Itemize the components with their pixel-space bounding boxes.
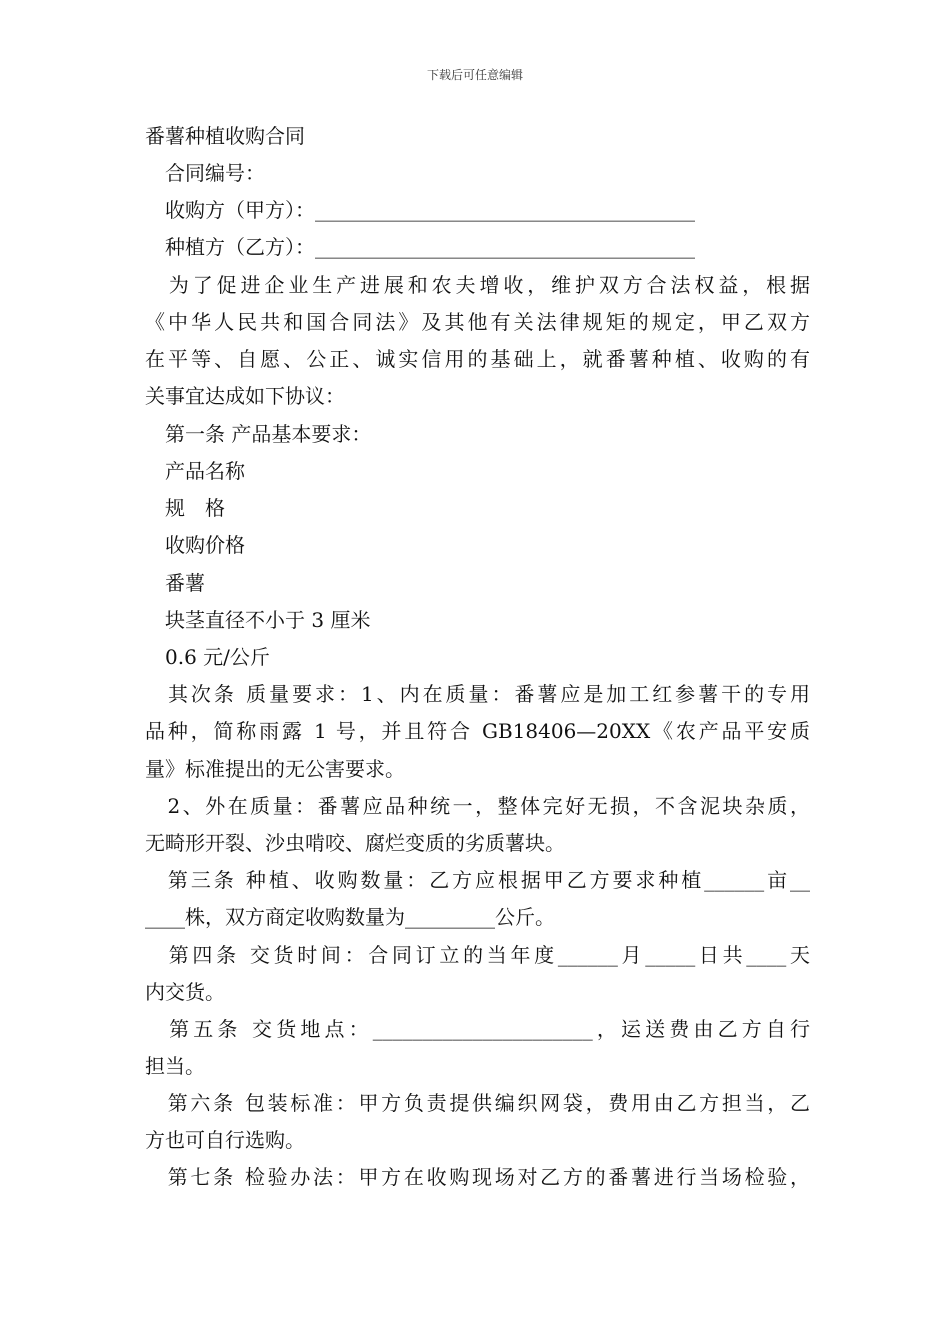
article-text-line: 第七条 检验办法：甲方在收购现场对乙方的番薯进行当场检验，	[145, 1165, 810, 1189]
product-field-value: 0.6 元/公斤	[145, 645, 270, 669]
contract-number-line: 合同编号：	[145, 161, 265, 185]
product-field-value: 块茎直径不小于 3 厘米	[145, 608, 371, 632]
product-field-value: 番薯	[145, 571, 205, 595]
article-text-line: 方也可自行选购。	[145, 1128, 305, 1152]
product-field-label: 规 格	[145, 496, 225, 520]
preamble-line: 关事宜达成如下协议：	[145, 384, 345, 408]
article-heading: 第一条 产品基本要求：	[145, 422, 372, 446]
article-text-line: ____株，双方商定收购数量为_________公斤。	[145, 905, 555, 929]
article-text-line: 担当。	[145, 1054, 205, 1078]
article-text-line: 第四条 交货时间：合同订立的当年度______月_____日共____天	[145, 943, 810, 967]
grower-party-line: 种植方（乙方）：______________________________________	[145, 235, 695, 259]
product-field-label: 产品名称	[145, 459, 245, 483]
article-text-line: 第五条 交货地点：______________________，运送费由乙方自行	[145, 1017, 810, 1041]
article-text-line: 无畸形开裂、沙虫啃咬、腐烂变质的劣质薯块。	[145, 831, 565, 855]
product-field-label: 收购价格	[145, 533, 245, 557]
article-text-line: 量》标准提出的无公害要求。	[145, 757, 405, 781]
buyer-party-line: 收购方（甲方）：______________________________________	[145, 198, 695, 222]
article-text-line: 品种，简称雨露 1 号，并且符合 GB18406—20XX《农产品平安质	[145, 719, 810, 743]
article-text-line: 其次条 质量要求：1、内在质量：番薯应是加工红参薯干的专用	[145, 682, 810, 706]
page-header: 下载后可任意编辑	[426, 68, 523, 82]
article-text-line: 2、外在质量：番薯应品种统一，整体完好无损，不含泥块杂质，	[145, 794, 810, 818]
article-text-line: 内交货。	[145, 980, 225, 1004]
preamble-line: 《中华人民共和国合同法》及其他有关法律规矩的规定，甲乙双方	[145, 310, 810, 334]
article-text-line: 第三条 种植、收购数量：乙方应根据甲乙方要求种植______亩__	[145, 868, 810, 892]
article-text-line: 第六条 包装标准：甲方负责提供编织网袋，费用由乙方担当，乙	[145, 1091, 810, 1115]
preamble-line: 在平等、自愿、公正、诚实信用的基础上，就番薯种植、收购的有	[145, 347, 810, 371]
document-title: 番薯种植收购合同	[145, 124, 305, 148]
preamble-line: 为了促进企业生产进展和农夫增收，维护双方合法权益，根据	[145, 273, 810, 297]
